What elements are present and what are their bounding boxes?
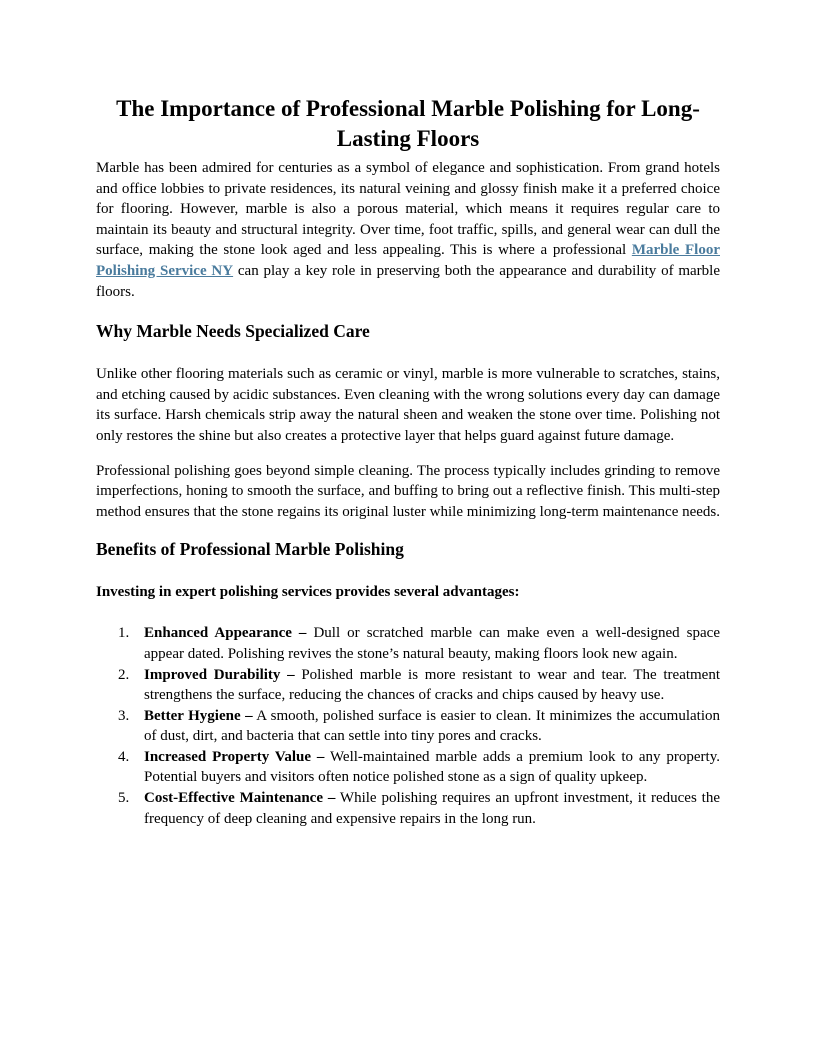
specialized-care-paragraph-1: Unlike other flooring materials such as ceramic or vinyl, marble is more vulnerable to scratches, stains, and etching caused by acidic substances. Even cleaning with the wrong solutions every day can damage its surface. Harsh chemicals strip away the natural sheen and weaken the stone over time. Polishing not only restores the shine but also creates a protective layer that helps guard against future damage.	[96, 366, 720, 444]
list-text: While polishing requires an upfront investment, it reduces the frequency of deep cleaning and expensive repairs in the long run.	[144, 790, 720, 827]
list-term: Increased Property Value –	[144, 748, 325, 765]
list-number: 1.	[118, 625, 130, 642]
section-heading-benefits: Benefits of Professional Marble Polishing	[96, 539, 404, 560]
intro-text-after-link: can play a key role in preserving both the appearance and durability of marble floors.	[96, 262, 721, 300]
list-item	[96, 665, 720, 706]
list-item	[96, 747, 720, 788]
list-number: 5.	[118, 790, 130, 807]
list-item	[96, 706, 720, 747]
document-page	[96, 94, 720, 829]
marble-polishing-service-link[interactable]: Marble Floor Polishing Service NY	[96, 242, 720, 279]
list-item	[96, 623, 720, 664]
list-number: 3.	[118, 707, 130, 724]
list-term: Enhanced Appearance –	[144, 625, 307, 642]
page-title: The Importance of Professional Marble Polishing for Long-Lasting Floors	[116, 96, 700, 151]
list-text: A smooth, polished surface is easier to clean. It minimizes the accumulation of dust, dirt, and bacteria that can settle into tiny pores and cracks.	[144, 707, 720, 745]
list-text: Polished marble is more resistant to wear and tear. The treatment strengthens the surface, reducing the chances of cracks and chips caused by heavy use.	[144, 666, 721, 704]
list-text: Well-maintained marble adds a premium look to any property. Potential buyers and visitors often notice polished stone as a sign of quality upkeep.	[144, 748, 720, 786]
list-item	[96, 788, 720, 829]
benefits-list	[96, 623, 720, 829]
intro-paragraph	[96, 158, 720, 302]
list-term: Better Hygiene –	[144, 707, 253, 724]
list-term: Cost-Effective Maintenance –	[144, 790, 336, 807]
list-term: Improved Durability –	[144, 666, 295, 683]
list-number: 2.	[118, 666, 130, 683]
specialized-care-paragraph-2: Professional polishing goes beyond simple cleaning. The process typically includes grinding to remove imperfections, honing to smooth the surface, and buffing to bring out a reflective finish. This multi-step method ensures that the stone regains its original luster while minimizing long-term maintenance needs.	[96, 462, 721, 520]
intro-text-before-link: Marble has been admired for centuries as a symbol of elegance and sophistication. From grand hotels and office lobbies to private residences, its natural veining and glossy finish make it a preferred choice for flooring. However, marble is also a porous material, which means it requires regular care to maintain its beauty and structural integrity. Over time, foot traffic, spills, and general wear can dull the surface, making the stone look aged and less appealing. This is where a professional	[96, 160, 720, 259]
list-text: Dull or scratched marble can make even a well-designed space appear dated. Polishing revives the stone’s natural beauty, making floors look new again.	[144, 625, 720, 662]
list-number: 4.	[118, 748, 130, 765]
section-heading-specialized-care: Why Marble Needs Specialized Care	[96, 321, 370, 342]
benefits-lead: Investing in expert polishing services provides several advantages:	[96, 584, 520, 601]
